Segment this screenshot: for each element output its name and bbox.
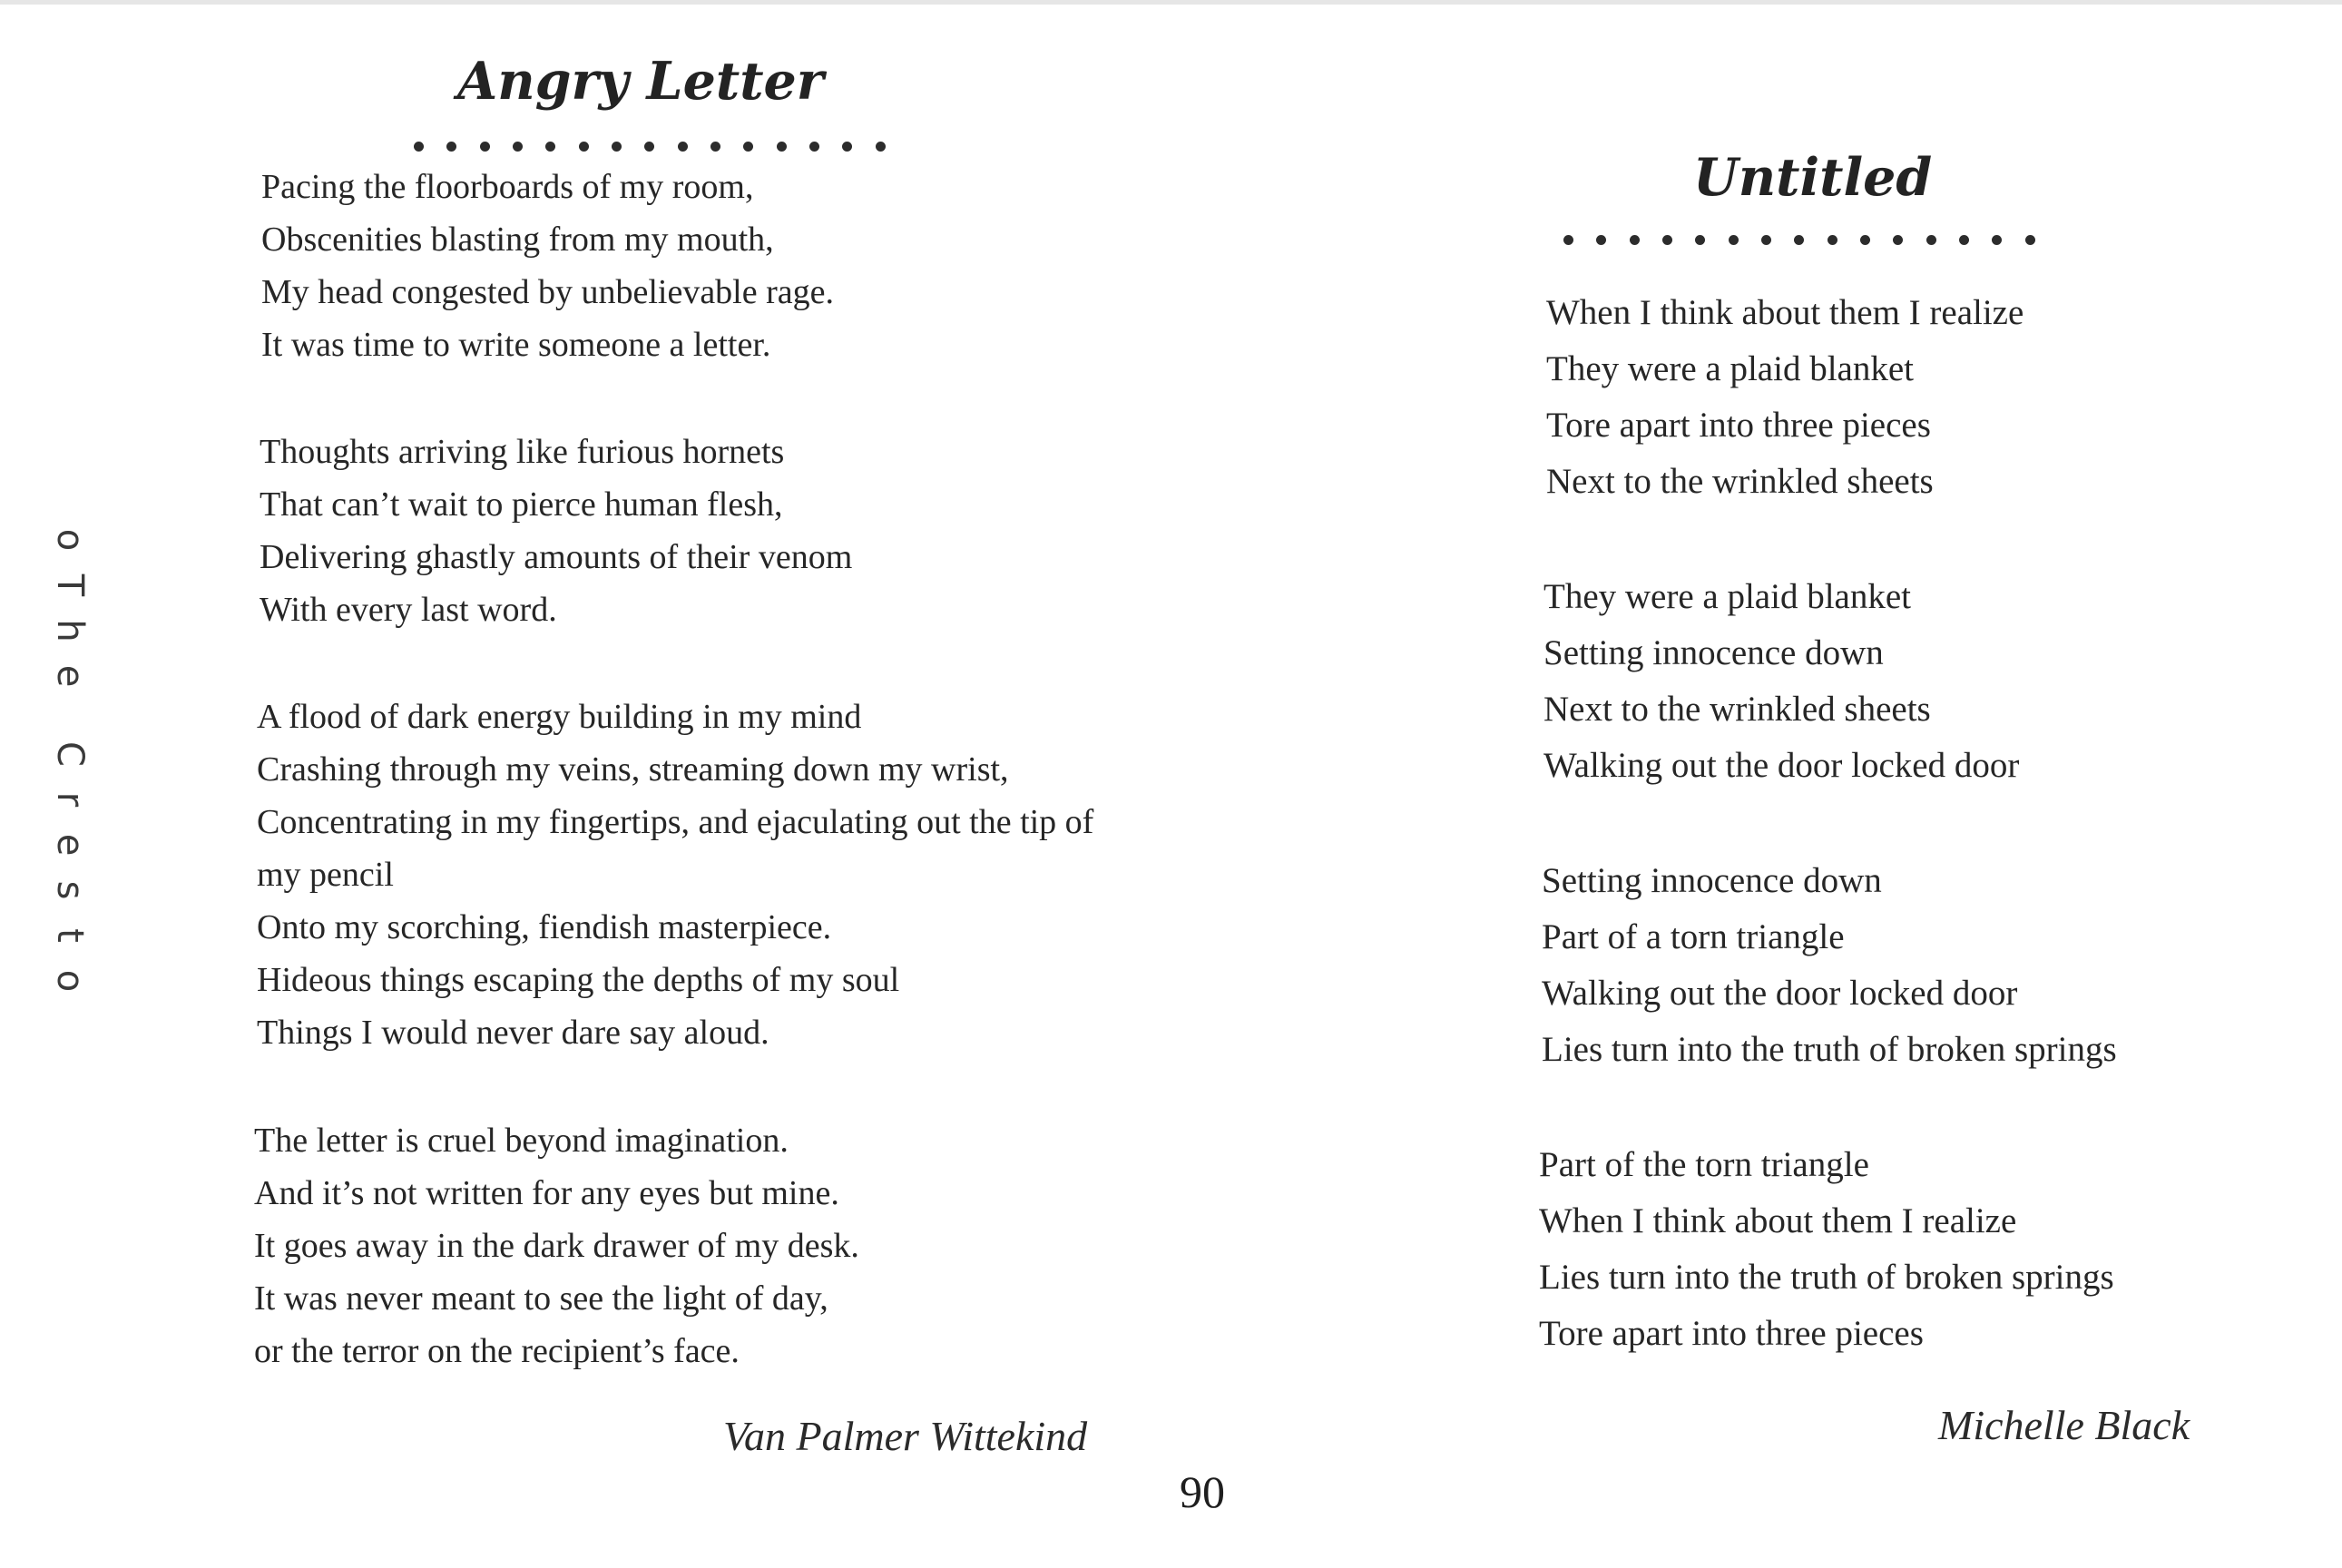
poem-line: Pacing the floorboards of my room, <box>261 168 754 206</box>
side-char: C <box>49 741 91 767</box>
stanza <box>1543 569 2019 794</box>
poem-line: When I think about them I realize <box>1539 1201 2017 1240</box>
title-dot-divider <box>1563 234 2035 245</box>
side-char: T <box>49 573 91 597</box>
stanza <box>1539 1137 2114 1362</box>
poem-line: Tore apart into three pieces <box>1539 1314 1924 1353</box>
poem-line: Delivering ghastly amounts of their venom <box>260 538 853 576</box>
side-char: s <box>49 880 91 900</box>
poem-line: It was never meant to see the light of day, <box>254 1279 828 1318</box>
poem-line: When I think about them I realize <box>1546 293 2024 332</box>
poem-line: They were a plaid blanket <box>1546 349 1914 388</box>
stanza <box>257 691 1093 1059</box>
poem-line: With every last word. <box>260 591 557 629</box>
poem-line: A flood of dark energy building in my mind <box>257 698 862 736</box>
stanza <box>260 426 852 636</box>
poem-author: Michelle Black <box>1938 1402 2190 1448</box>
poem-line: And it’s not written for any eyes but mine. <box>254 1174 839 1212</box>
poem-author: Van Palmer Wittekind <box>723 1413 1088 1459</box>
stanza <box>254 1114 859 1377</box>
poem-line: my pencil <box>257 856 394 894</box>
poem-line: or the terror on the recipient’s face. <box>254 1332 740 1370</box>
poem-line: Concentrating in my fingertips, and ejaculating out the tip of <box>257 803 1094 841</box>
poem-line: Obscenities blasting from my mouth, <box>261 220 774 259</box>
poem-line: Crashing through my veins, streaming down my wrist, <box>257 750 1009 789</box>
page-number: 90 <box>1180 1466 1225 1517</box>
side-char: o <box>49 969 91 993</box>
poem-line: It was time to write someone a letter. <box>261 326 771 364</box>
poem-line: The letter is cruel beyond imagination. <box>254 1122 789 1160</box>
side-char: h <box>49 619 91 642</box>
poem-line: Setting innocence down <box>1543 633 1884 672</box>
stanza <box>1542 853 2117 1078</box>
poem-title: Untitled <box>1693 147 1933 208</box>
poem-line: Setting innocence down <box>1542 861 1882 900</box>
top-edge-rule <box>0 0 2342 5</box>
poem-line: Lies turn into the truth of broken springs <box>1539 1258 2114 1297</box>
poem-line: Hideous things escaping the depths of my soul <box>257 961 900 999</box>
poem-title: Angry Letter <box>457 51 824 112</box>
poem-line: Things I would never dare say aloud. <box>257 1014 769 1052</box>
poem-line: Part of the torn triangle <box>1539 1145 1869 1184</box>
side-char: e <box>49 833 91 857</box>
side-char: o <box>49 528 91 552</box>
title-dot-divider <box>414 141 886 152</box>
poem-line: They were a plaid blanket <box>1543 577 1911 616</box>
poem-line: That can’t wait to pierce human flesh, <box>260 485 783 524</box>
stanza <box>1546 285 2024 510</box>
poem-line: Thoughts arriving like furious hornets <box>260 433 785 471</box>
side-char: t <box>49 928 91 943</box>
poem-line: Walking out the door locked door <box>1542 974 2018 1013</box>
side-label-the-crest <box>47 517 93 1004</box>
side-char: r <box>49 791 91 808</box>
poem-line: Walking out the door locked door <box>1543 746 2020 785</box>
poem-line: Lies turn into the truth of broken springs <box>1542 1030 2117 1069</box>
poem-line: Next to the wrinkled sheets <box>1546 462 1934 501</box>
stanza <box>261 161 834 371</box>
poem-line: Part of a torn triangle <box>1542 917 1845 956</box>
side-char: e <box>49 664 91 688</box>
poem-line: Next to the wrinkled sheets <box>1543 690 1931 729</box>
poem-line: It goes away in the dark drawer of my desk. <box>254 1227 859 1265</box>
poem-line: Tore apart into three pieces <box>1546 406 1931 445</box>
poem-line: Onto my scorching, fiendish masterpiece. <box>257 908 832 946</box>
poem-line: My head congested by unbelievable rage. <box>261 273 834 311</box>
